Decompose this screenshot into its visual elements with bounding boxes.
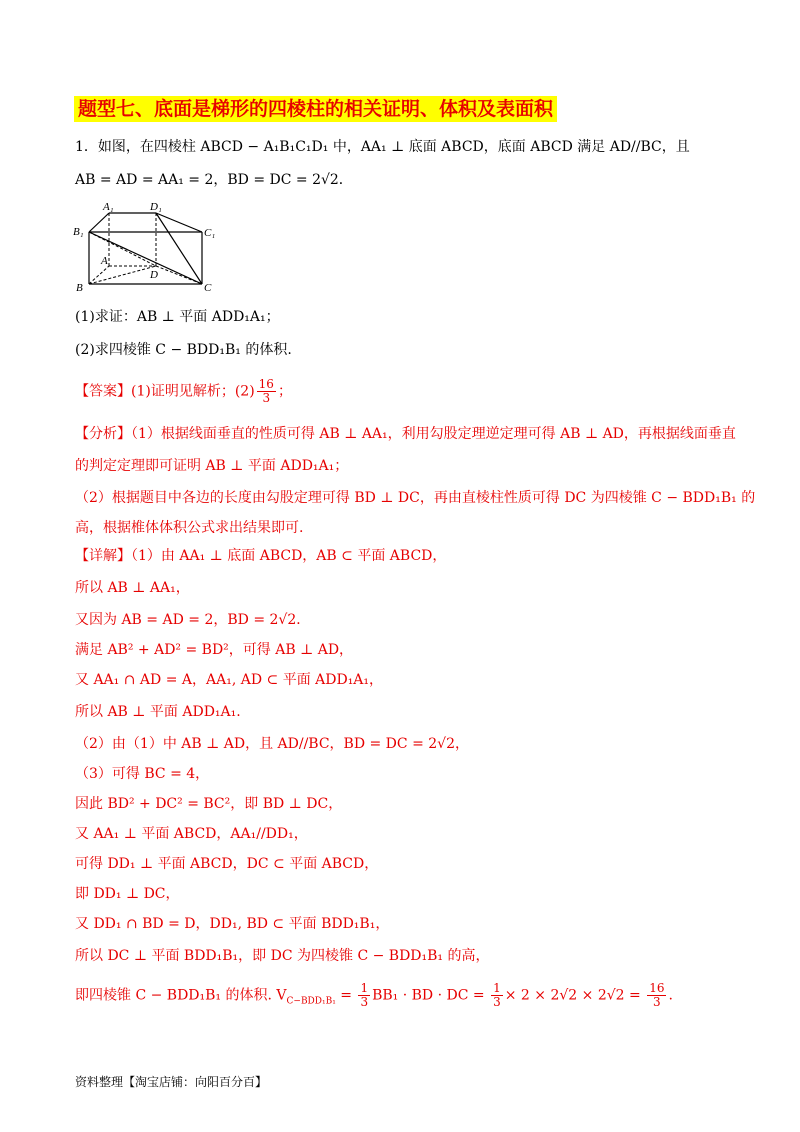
detail-line-8: （3）可得 BC = 4， [75, 766, 210, 782]
fraction-one-third-a: $\frac{1}{3}$ [360, 981, 369, 1009]
prism-figure [72, 198, 222, 298]
detail-line-14: 所以 DC ⊥ 平面 BDD₁B₁，即 DC 为四棱锥 C − BDD₁B₁ 的高， [75, 948, 490, 964]
question-2: (2)求四棱锥 C − BDD₁B₁ 的体积. [75, 342, 292, 358]
detail-line-4: 满足 AB² + AD² = BD²，可得 AB ⊥ AD， [75, 642, 354, 658]
analysis-line-4: 高，根据椎体体积公式求出结果即可. [75, 520, 304, 536]
detail-line-7: （2）由（1）中 AB ⊥ AD，且 AD//BC，BD = DC = 2√2， [75, 736, 469, 752]
answer-line [75, 378, 292, 405]
label-c: C [204, 282, 212, 294]
detail-line-12: 即 DD₁ ⊥ DC， [75, 886, 180, 902]
fraction-one-third-b: $\frac{1}{3}$ [493, 981, 501, 1009]
label-d: D [150, 269, 158, 281]
section-title: 题型七、底面是梯形的四棱柱的相关证明、体积及表面积 [74, 96, 557, 122]
fraction-result: $\frac{16}{3}$ [649, 981, 665, 1009]
detail-line-2: 所以 AB ⊥ AA₁， [75, 580, 190, 596]
detail-line-5: 又 AA₁ ∩ AD = A，AA₁, AD ⊂ 平面 ADD₁A₁， [75, 672, 384, 688]
label-c1: C₁ [204, 227, 216, 239]
answer-prefix: 【答案】(1)证明见解析；(2) [75, 383, 255, 400]
label-b: B [76, 282, 83, 294]
answer-suffix: ； [277, 383, 292, 400]
detail-line-11: 可得 DD₁ ⊥ 平面 ABCD，DC ⊂ 平面 ABCD， [75, 856, 379, 872]
label-b1: B₁ [73, 226, 84, 238]
detail-line-10: 又 AA₁ ⊥ 平面 ABCD，AA₁//DD₁， [75, 826, 308, 842]
detail-line-3: 又因为 AB = AD = 2，BD = 2√2． [75, 612, 311, 628]
detail-volume-line: 即四棱锥 C − BDD₁B₁ 的体积. $V_{C-BDD_1B_1}$ = $\frac{1}{3}$ BB₁ · BD · DC = $\frac{1}{3}$ × 2 × 2√2 × 2√2 = $\frac{16}{3}$ . [75, 981, 673, 1009]
detail-line-6: 所以 AB ⊥ 平面 ADD₁A₁. [75, 704, 241, 720]
answer-fraction: $\frac{16}{3}$ [258, 377, 274, 405]
label-a1: A₁ [103, 201, 114, 213]
detail-line-1: 【详解】（1）由 AA₁ ⊥ 底面 ABCD，AB ⊂ 平面 ABCD， [75, 548, 447, 564]
analysis-line-2: 的判定定理即可证明 AB ⊥ 平面 ADD₁A₁； [75, 458, 349, 474]
label-d1: D₁ [150, 201, 162, 213]
detail-line-13: 又 DD₁ ∩ BD = D，DD₁, BD ⊂ 平面 BDD₁B₁， [75, 916, 390, 932]
analysis-line-1: 【分析】（1）根据线面垂直的性质可得 AB ⊥ AA₁，利用勾股定理逆定理可得 AB ⊥ AD，再根据线面垂直 [75, 426, 736, 442]
problem-line-2: AB = AD = AA₁ = 2，BD = DC = 2√2． [75, 172, 353, 188]
analysis-line-3: （2）根据题目中各边的长度由勾股定理可得 BD ⊥ DC，再由直棱柱性质可得 DC 为四棱锥 C − BDD₁B₁ 的 [75, 490, 756, 506]
label-a: A [101, 255, 108, 267]
footer-source: 资料整理【淘宝店铺：向阳百分百】 [75, 1075, 268, 1089]
question-1: (1)求证：AB ⊥ 平面 ADD₁A₁； [75, 309, 280, 325]
detail-line-9: 因此 BD² + DC² = BC²，即 BD ⊥ DC， [75, 796, 343, 812]
problem-line-1: 1．如图，在四棱柱 ABCD − A₁B₁C₁D₁ 中，AA₁ ⊥ 底面 ABCD，底面 ABCD 满足 AD//BC，且 [75, 139, 690, 155]
